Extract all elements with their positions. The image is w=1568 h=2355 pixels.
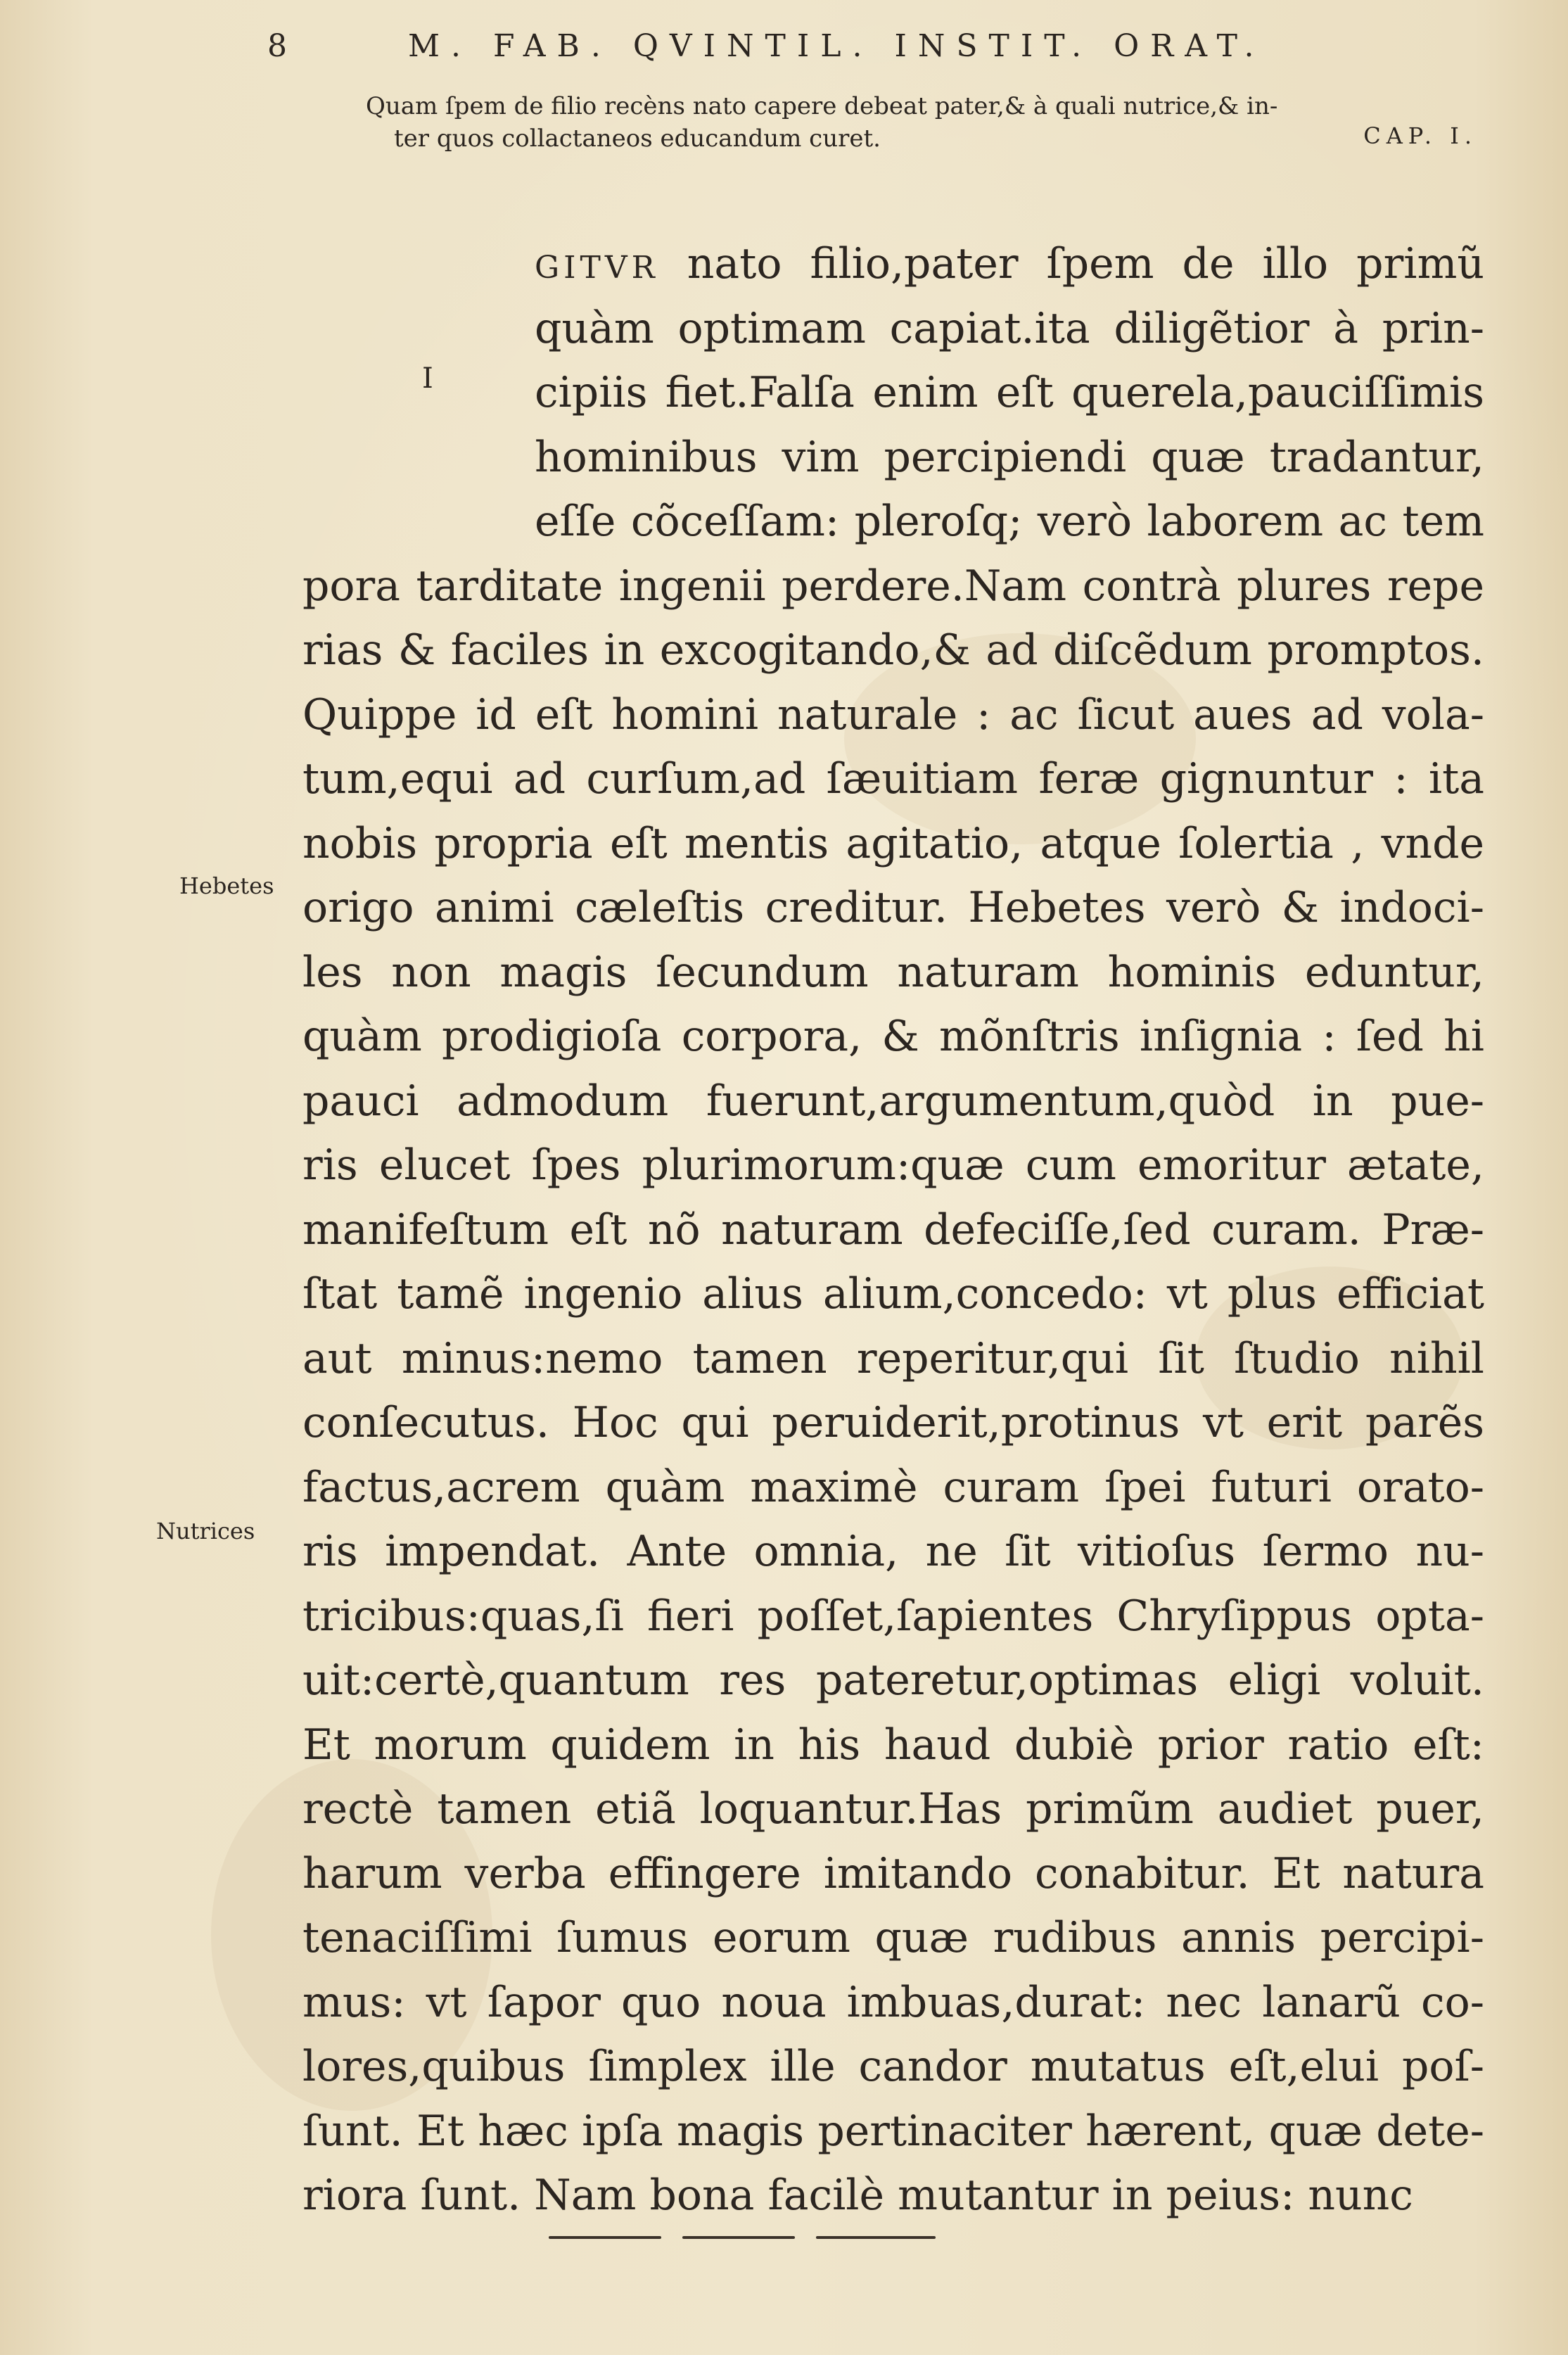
text-line: harum verba effingere imitando conabitur. Et natura [302, 1848, 1484, 1898]
text-line: origo animi cæleſtis creditur. Hebetes verò & indoci- [302, 883, 1484, 932]
body-text [302, 232, 1484, 2228]
text-line: Et morum quidem in his haud dubiè prior ratio eſt: [302, 1720, 1484, 1770]
text-line: aut minus:nemo tamen reperitur,qui ſit ſtudio nihil [302, 1333, 1484, 1383]
text-line: tricibus:quas,ſi fieri poſſet,ſapientes Chryſippus opta- [302, 1591, 1484, 1641]
text-line: ſtat tamẽ ingenio alius alium,concedo: vt plus efficiat [302, 1269, 1484, 1319]
text-line: quàm optimam capiat.ita diligẽtior à prin- [535, 303, 1484, 353]
text-line: pauci admodum fuerunt,argumentum,quòd in pue- [302, 1076, 1484, 1126]
text-line: conſecutus. Hoc qui peruiderit,protinus vt erit parẽs [302, 1398, 1484, 1447]
bottom-ornament-rule [549, 2236, 943, 2250]
text-line: factus,acrem quàm maximè curam ſpei futuri orato- [302, 1462, 1484, 1512]
text-line: rias & faciles in excogitando,& ad diſcẽdum promptos. [302, 626, 1484, 675]
text-line: uit:certè,quantum res pateretur,optimas eligi voluit. [302, 1656, 1484, 1705]
text-line: cipiis fiet.Falſa enim eſt querela,pauciſſimis [535, 368, 1484, 417]
summary-line-1: Quam ſpem de filio recèns nato capere debeat pater,& à quali nutrice,& in- [366, 92, 1278, 120]
text-line: hominibus vim percipiendi quæ tradantur, [535, 432, 1484, 482]
text-line: lores,quibus ſimplex ille candor mutatus eſt,elui poſ- [302, 2042, 1484, 2091]
ornament-stroke [682, 2236, 795, 2239]
text-line: mus: vt ſapor quo noua imbuas,durat: nec lanarũ co- [302, 1977, 1484, 2027]
chapter-summary [366, 90, 1477, 155]
text-line: riora ſunt. Nam bona facilè mutantur in peius: nunc [302, 2171, 1413, 2220]
text-line: eſſe cõceſſam: pleroſq; verò laborem ac tem [535, 497, 1484, 546]
text-line: ris elucet ſpes plurimorum:quæ cum emoritur ætate, [302, 1141, 1484, 1190]
chapter-label: CAP. I. [1363, 122, 1477, 149]
text-line: pora tarditate ingenii perdere.Nam contrà plures repe [302, 561, 1484, 611]
text-line: quàm prodigioſa corpora, & mõnſtris inſignia : ſed hi [302, 1012, 1484, 1061]
marginal-note-nutrices: Nutrices [156, 1518, 255, 1544]
marginal-note-hebetes: Hebetes [179, 872, 274, 899]
text-line: nobis propria eſt mentis agitatio, atque ſolertia , vnde [302, 818, 1484, 868]
text-line: les non magis ſecundum naturam hominis eduntur, [302, 947, 1484, 997]
running-head [267, 28, 1477, 77]
text-line: manifeſtum eſt nõ naturam defeciſſe,ſed curam. Præ- [302, 1205, 1484, 1255]
opening-smallcaps: GITVR [535, 250, 659, 286]
marginal-section-number: I [422, 362, 433, 395]
text-line: tenaciſſimi ſumus eorum quæ rudibus annis percipi- [302, 1913, 1484, 1962]
text-line: Quippe id eſt homini naturale : ac ſicut aues ad vola- [302, 690, 1484, 739]
text-line: ſunt. Et hæc ipſa magis pertinaciter hærent, quæ dete- [302, 2106, 1484, 2156]
running-title: M. FAB. QVINTIL. INSTIT. ORAT. [408, 28, 1266, 64]
page-number: 8 [267, 28, 288, 64]
text-line: ris impendat. Ante omnia, ne ſit vitioſus ſermo nu- [302, 1527, 1484, 1576]
summary-line-2: ter quos collactaneos educandum curet. [394, 125, 881, 153]
ornament-stroke [549, 2236, 661, 2239]
text-line: rectè tamen etiã loquantur.Has primũm audiet puer, [302, 1784, 1484, 1834]
text-line: tum,equi ad curſum,ad ſæuitiam feræ gignuntur : ita [302, 754, 1484, 804]
text-line: GITVR nato filio,pater ſpem de illo primũ [535, 239, 1484, 288]
ornament-stroke [816, 2236, 936, 2239]
